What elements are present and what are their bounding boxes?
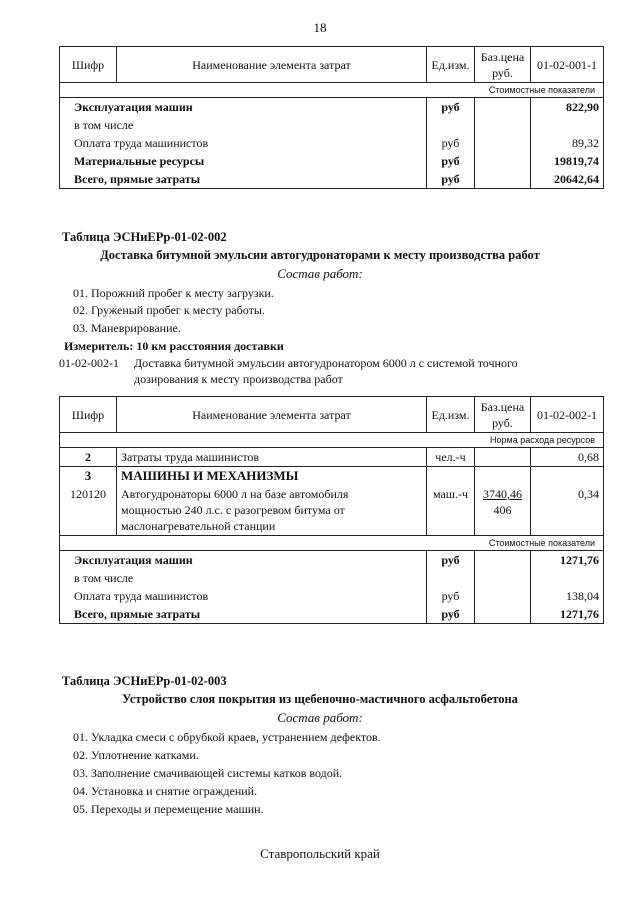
header-code-col: 01-02-002-1 — [531, 397, 604, 433]
work-item: 05. Переходы и перемещение машин. — [73, 802, 264, 816]
work-item: 03. Заполнение смачивающей системы катков водой. — [73, 766, 343, 780]
header-code: Шифр — [60, 47, 117, 83]
table-title-3: Устройство слоя покрытия из щебеночно-мастичного асфальтобетона — [122, 692, 518, 706]
work-item: 02. Груженый пробег к месту работы. — [73, 303, 265, 317]
table-header-row — [60, 47, 604, 83]
page-number: 18 — [313, 20, 327, 35]
table-label-2: Таблица ЭСНиЕРр-01-02-002 — [62, 230, 227, 244]
page-footer: Ставропольский край — [260, 846, 380, 861]
table-row: 2 Затраты труда машинистов чел.-ч 0,68 — [60, 448, 604, 467]
header-price: Баз.цена руб. — [475, 397, 531, 433]
work-item: 04. Установка и снятие ограждений. — [73, 784, 258, 798]
header-price: Баз.цена руб. — [475, 47, 531, 83]
table-row: Всего, прямые затраты руб 20642,64 — [60, 170, 604, 189]
cost-table-1 — [59, 46, 604, 189]
work-item: 02. Уплотнение катками. — [73, 748, 199, 762]
work-item: 01. Порожний пробег к месту загрузки. — [73, 286, 274, 300]
item-description-line1: Доставка битумной эмульсии автогудронатором 6000 л с системой точного — [134, 356, 518, 370]
table-row: в том числе — [60, 569, 604, 587]
header-name: Наименование элемента затрат — [117, 47, 427, 83]
work-item: 03. Маневрирование. — [73, 321, 181, 335]
works-title-2: Состав работ: — [277, 266, 363, 281]
table-row: 120120 Автогудронаторы 6000 л на базе автомобиля мощностью 240 л.с. с разогревом битума от маслонагревательной станции маш.-ч 3740,46 406 0,34 — [60, 485, 604, 536]
table-label-3: Таблица ЭСНиЕРр-01-02-003 — [62, 674, 227, 688]
table-row: Материальные ресурсы руб 19819,74 — [60, 152, 604, 170]
header-code-col: 01-02-001-1 — [531, 47, 604, 83]
subheader-cost: Стоимостные показатели — [60, 536, 604, 551]
table-row: Оплата труда машинистов руб 89,32 — [60, 134, 604, 152]
work-item: 01. Укладка смеси с обрубкой краев, устранением дефектов. — [73, 730, 381, 744]
cost-table-2 — [59, 396, 604, 624]
item-code: 01-02-002-1 — [59, 356, 119, 370]
meter-line: Измеритель: 10 км расстояния доставки — [64, 339, 284, 353]
works-title-3: Состав работ: — [277, 710, 363, 725]
header-unit: Ед.изм. — [427, 47, 475, 83]
table-row: Эксплуатация машин руб 1271,76 — [60, 551, 604, 570]
header-unit: Ед.изм. — [427, 397, 475, 433]
table-row: Всего, прямые затраты руб 1271,76 — [60, 605, 604, 624]
table-row: 3 МАШИНЫ И МЕХАНИЗМЫ — [60, 467, 604, 486]
item-description-line2: дозирования к месту производства работ — [134, 372, 343, 386]
header-code: Шифр — [60, 397, 117, 433]
table-row: в том числе — [60, 116, 604, 134]
subheader-norm: Норма расхода ресурсов — [60, 433, 604, 448]
subheader-cost: Стоимостные показатели — [60, 83, 604, 98]
header-name: Наименование элемента затрат — [117, 397, 427, 433]
table-row: Эксплуатация машин руб 822,90 — [60, 98, 604, 117]
table-row: Оплата труда машинистов руб 138,04 — [60, 587, 604, 605]
table-title-2: Доставка битумной эмульсии автогудронаторами к месту производства работ — [100, 248, 540, 262]
table-header-row — [60, 397, 604, 433]
